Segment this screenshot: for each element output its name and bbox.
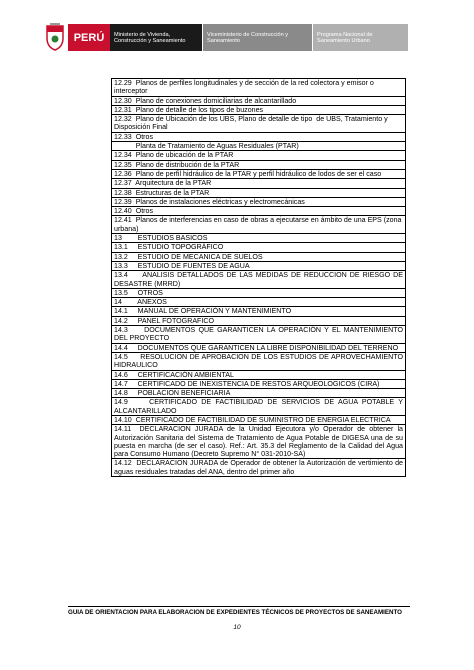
table-cell: 14.9 CERTIFICADO DE FACTIBILIDAD DE SERVICIOS DE AGUA POTABLE Y ALCANTARILLADO — [112, 398, 406, 416]
footer-divider — [68, 606, 410, 607]
program-label: Programa Nacional de Saneamiento Urbano — [312, 24, 408, 51]
table-cell: 13.3 ESTUDIO DE FUENTES DE AGUA — [112, 261, 406, 270]
table-row — [112, 415, 406, 424]
table-cell: 12.32 Plano de Ubicación de los UBS, Plano de detalle de tipo de UBS, Tratamiento y Disposición Final — [112, 115, 406, 133]
table-row — [112, 105, 406, 114]
table-row — [112, 197, 406, 206]
table-cell: 12.40 Otros — [112, 207, 406, 216]
table-row — [112, 207, 406, 216]
footer-title: GUIA DE ORIENTACION PARA ELABORACION DE EXPEDIENTES TÉCNICOS DE PROYECTOS DE SANEAMIENTO — [68, 609, 402, 616]
table-cell: 12.29 Planos de perfiles longitudinales y de sección de la red colectora y emisor o interceptor — [112, 79, 406, 97]
table-row — [112, 216, 406, 234]
table-row — [112, 352, 406, 370]
table-cell: 14.12 DECLARACION JURADA de Operador de obtener la Autorización de vertimiento de aguas residuales tratadas del ANA, dentro del primer año — [112, 459, 406, 477]
table-cell: 13.4 ANALISIS DETALLADOS DE LAS MEDIDAS DE REDUCCION DE RIESGO DE DESASTRE (MRRD) — [112, 271, 406, 289]
vice-ministry-label: Viceministerio de Construcción y Saneamiento — [202, 24, 312, 51]
table-cell: 12.38 Estructuras de la PTAR — [112, 188, 406, 197]
table-cell: 13.5 OTROS — [112, 288, 406, 297]
table-cell: 14.8 POBLACION BENEFICIARIA — [112, 389, 406, 398]
table-row — [112, 398, 406, 416]
table-cell: 12.34 Plano de ubicación de la PTAR — [112, 151, 406, 160]
table-row — [112, 243, 406, 252]
table-cell: 13 ESTUDIOS BASICOS — [112, 234, 406, 243]
table-cell: 14 ANEXOS — [112, 298, 406, 307]
coat-of-arms-icon — [44, 22, 66, 52]
table-cell: 12.41 Planos de interferencias en caso de obras a ejecutarse en ámbito de una EPS (zona urbana) — [112, 216, 406, 234]
table-cell: 12.35 Plano de distribución de la PTAR — [112, 160, 406, 169]
document-body — [111, 78, 406, 477]
table-cell: 14.5 RESOLUCION DE APROBACION DE LOS ESTUDIOS DE APROVECHAMIENTO HIDRAULICO — [112, 352, 406, 370]
table-row — [112, 252, 406, 261]
contents-table — [111, 78, 406, 477]
table-cell: 14.11 DECLARACION JURADA de la Unidad Ejecutora y/o Operador de obtener la Autorización Sanitaria del Sistema de Tratamiento de Agua Potable de DIGESA una de su puesta en marcha (de ser el caso). Ref.: Art. 35.3 del Reglamento de la Calidad del Agua para Consumo Humano (Decreto Supremo N° 031-2010-SA) — [112, 425, 406, 459]
table-cell: 14.1 MANUAL DE OPERACIÓN Y MANTENIMIENTO — [112, 307, 406, 316]
table-cell: Planta de Tratamiento de Aguas Residuales (PTAR) — [112, 142, 406, 151]
table-cell: 14.4 DOCUMENTOS QUE GARANTICEN LA LIBRE DISPONIBILIDAD DEL TERRENO — [112, 343, 406, 352]
table-row — [112, 234, 406, 243]
table-row — [112, 389, 406, 398]
table-row — [112, 271, 406, 289]
table-row — [112, 132, 406, 141]
table-row — [112, 425, 406, 459]
table-row — [112, 179, 406, 188]
table-row — [112, 169, 406, 178]
table-row — [112, 79, 406, 97]
ministry-label: Ministerio de Vivienda, Construcción y Saneamiento — [110, 24, 202, 51]
table-row — [112, 288, 406, 297]
table-cell: 14.6 CERTIFICACIÓN AMBIENTAL — [112, 370, 406, 379]
table-row — [112, 316, 406, 325]
table-row — [112, 307, 406, 316]
table-cell: 14.3 DOCUMENTOS QUE GARANTICEN LA OPERACIÓN Y EL MANTENIMIENTO DEL PROYECTO — [112, 326, 406, 344]
table-cell: 14.2 PANEL FOTOGRAFICO — [112, 316, 406, 325]
table-row — [112, 160, 406, 169]
table-row — [112, 379, 406, 388]
table-cell: 12.31 Plano de detalle de los tipos de buzones — [112, 105, 406, 114]
table-cell: 12.39 Planos de instalaciones eléctricas y electromecánicas — [112, 197, 406, 206]
table-cell: 12.33 Otros — [112, 132, 406, 141]
page-number: 10 — [233, 624, 241, 631]
table-row — [112, 326, 406, 344]
table-cell: 14.10 CERTIFICADO DE FACTIBILIDAD DE SUMINISTRO DE ENERGIA ELECTRICA — [112, 415, 406, 424]
table-row — [112, 115, 406, 133]
table-row — [112, 343, 406, 352]
table-cell: 13.1 ESTUDIO TOPOGRÁFICO — [112, 243, 406, 252]
table-row — [112, 142, 406, 151]
table-cell: 14.7 CERTIFICADO DE INEXISTENCIA DE RESTOS ARQUEOLOGICOS (CIRA) — [112, 379, 406, 388]
table-row — [112, 151, 406, 160]
table-row — [112, 370, 406, 379]
table-cell: 13.2 ESTUDIO DE MECANICA DE SUELOS — [112, 252, 406, 261]
table-row — [112, 261, 406, 270]
table-row — [112, 96, 406, 105]
table-row — [112, 298, 406, 307]
table-cell: 12.30 Plano de conexiones domiciliarias de alcantarillado — [112, 96, 406, 105]
table-row — [112, 459, 406, 477]
peru-brand: PERÚ — [68, 24, 110, 51]
table-cell: 12.36 Plano de perfil hidráulico de la PTAR y perfil hidráulico de lodos de ser el caso — [112, 169, 406, 178]
table-cell: 12.37 Arquitectura de la PTAR — [112, 179, 406, 188]
table-row — [112, 188, 406, 197]
page-header — [68, 24, 408, 51]
